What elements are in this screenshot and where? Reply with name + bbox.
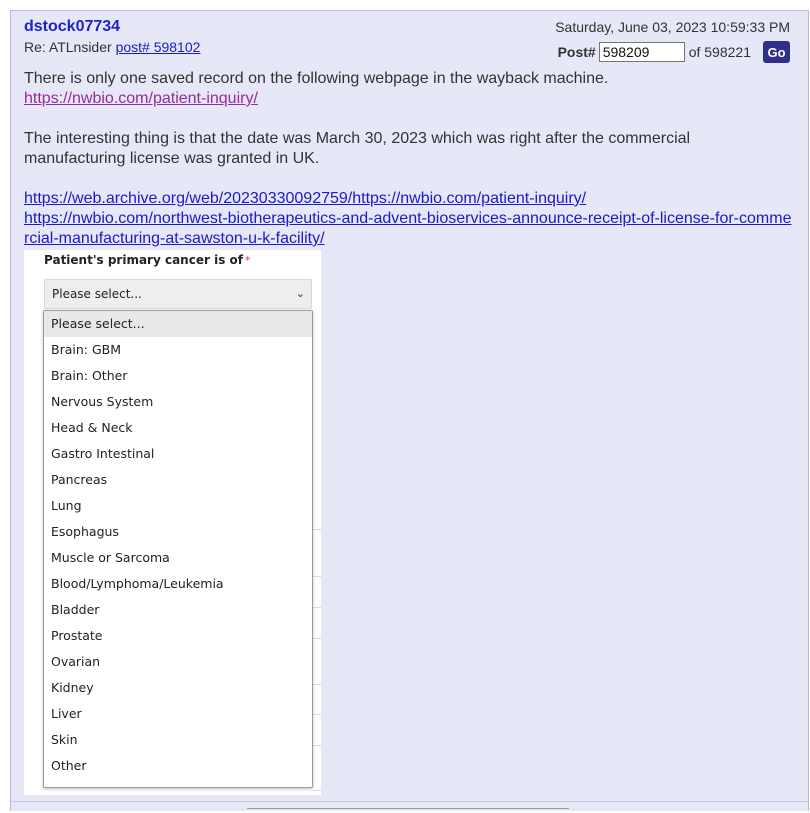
option-brain-other[interactable]: Brain: Other xyxy=(51,368,128,383)
patient-inquiry-link[interactable]: https://nwbio.com/patient-inquiry/ xyxy=(24,90,258,107)
option-lung[interactable]: Lung xyxy=(51,498,82,513)
post-date: Saturday, June 03, 2023 10:59:33 PM xyxy=(555,19,790,35)
option-ovarian[interactable]: Ovarian xyxy=(51,654,101,669)
option-other[interactable]: Other xyxy=(51,758,87,773)
post-panel xyxy=(10,10,809,811)
option-esophagus[interactable]: Esophagus xyxy=(51,524,119,539)
option-skin[interactable]: Skin xyxy=(51,732,78,747)
option-nervous-system[interactable]: Nervous System xyxy=(51,394,154,409)
post-body xyxy=(24,69,794,249)
option-liver[interactable]: Liver xyxy=(51,706,82,721)
cancer-type-dropdown-list xyxy=(43,310,313,788)
option-brain-gbm[interactable]: Brain: GBM xyxy=(51,342,122,357)
option-please-select[interactable]: Please select... xyxy=(44,311,312,337)
body-line-1: There is only one saved record on the following webpage in the wayback machine. xyxy=(24,70,609,87)
option-kidney[interactable]: Kidney xyxy=(51,680,94,695)
option-bladder[interactable]: Bladder xyxy=(51,602,100,617)
option-prostate[interactable]: Prostate xyxy=(51,628,103,643)
reply-prefix: Re: ATLnsider xyxy=(24,39,112,55)
license-news-link[interactable]: https://nwbio.com/northwest-biotherapeutics-and-advent-bioservices-announce-receipt-of-license-for-commercial-manufacturing-at-sawston-u-k-facility/ xyxy=(24,210,792,247)
cancer-type-select[interactable] xyxy=(44,279,312,309)
body-paragraph-2: The interesting thing is that the date was March 30, 2023 which was right after the commercial manufacturing license was granted in UK. xyxy=(24,130,691,167)
option-pancreas[interactable]: Pancreas xyxy=(51,472,108,487)
selected-value: Please select... xyxy=(52,287,142,301)
reply-post-link[interactable]: post# 598102 xyxy=(115,39,201,55)
option-head-neck[interactable]: Head & Neck xyxy=(51,420,133,435)
cancer-type-label xyxy=(44,253,250,267)
option-gastro-intestinal[interactable]: Gastro Intestinal xyxy=(51,446,155,461)
cancer-type-label-text: Patient's primary cancer is of xyxy=(44,253,243,267)
post-number-input[interactable] xyxy=(599,42,685,62)
post-divider xyxy=(11,801,808,802)
go-button[interactable]: Go xyxy=(763,41,790,63)
reply-line xyxy=(24,39,200,55)
post-total-count: of 598221 xyxy=(688,44,751,60)
wayback-link[interactable]: https://web.archive.org/web/20230330092759/https://nwbio.com/patient-inquiry/ xyxy=(24,190,587,207)
post-navigator xyxy=(558,40,790,64)
chevron-down-icon: ⌄ xyxy=(295,287,305,300)
required-asterisk: * xyxy=(244,254,251,267)
option-muscle-sarcoma[interactable]: Muscle or Sarcoma xyxy=(51,550,170,565)
post-number-label: Post# xyxy=(557,44,596,60)
option-blood-lymphoma-leukemia[interactable]: Blood/Lymphoma/Leukemia xyxy=(51,576,224,591)
embedded-form-screenshot xyxy=(24,250,321,795)
author-name[interactable]: dstock07734 xyxy=(24,18,121,35)
